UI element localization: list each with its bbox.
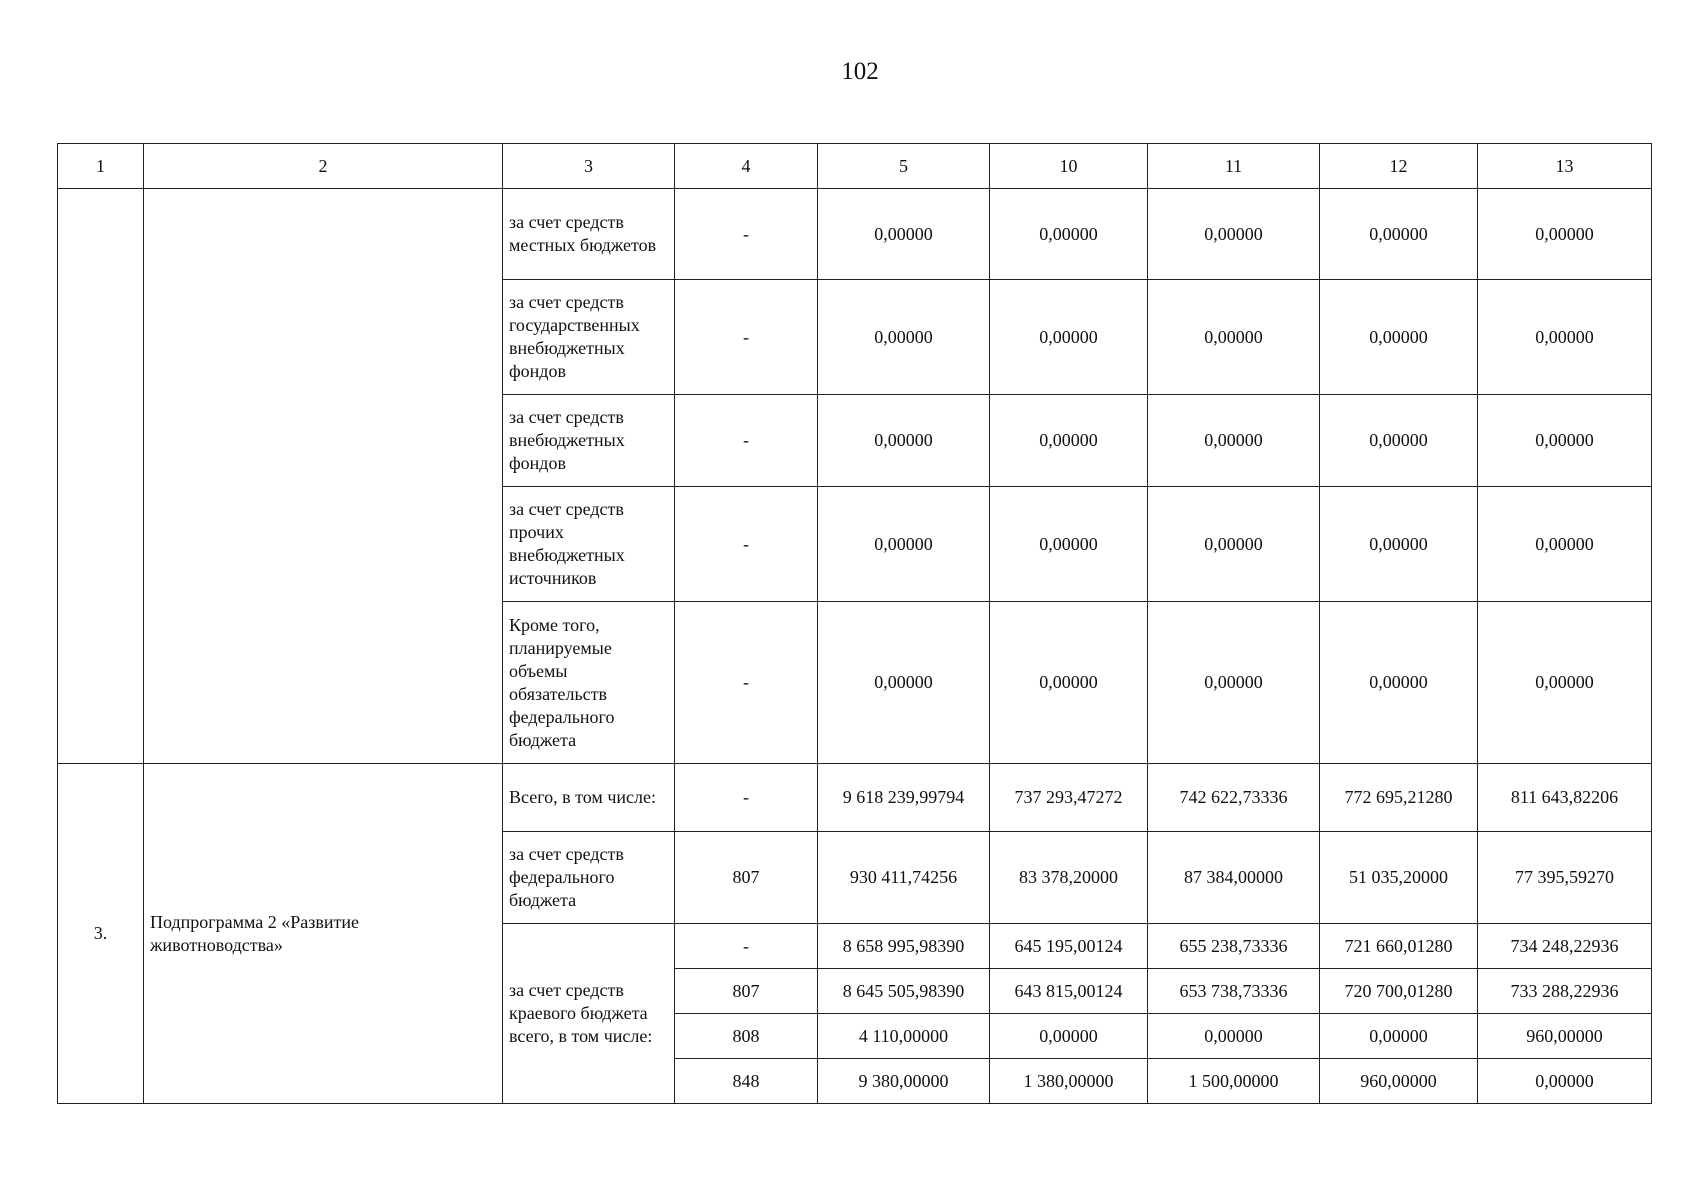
value-cell: 9 380,00000 xyxy=(818,1059,990,1104)
source-cell: за счет средств внебюджетных фондов xyxy=(503,395,675,487)
value-cell: 742 622,73336 xyxy=(1148,764,1320,832)
code-cell: - xyxy=(675,280,818,395)
value-cell: 0,00000 xyxy=(818,189,990,280)
code-cell: - xyxy=(675,764,818,832)
budget-table xyxy=(57,143,1652,1104)
code-cell: - xyxy=(675,924,818,969)
code-cell: - xyxy=(675,487,818,602)
header-cell: 4 xyxy=(675,144,818,189)
value-cell: 720 700,01280 xyxy=(1320,969,1478,1014)
value-cell: 0,00000 xyxy=(818,395,990,487)
value-cell: 960,00000 xyxy=(1478,1014,1652,1059)
table-row xyxy=(58,189,1652,280)
value-cell: 643 815,00124 xyxy=(990,969,1148,1014)
value-cell: 1 500,00000 xyxy=(1148,1059,1320,1104)
empty-name-cell xyxy=(144,189,503,764)
code-cell: - xyxy=(675,189,818,280)
header-cell: 12 xyxy=(1320,144,1478,189)
code-cell: 807 xyxy=(675,832,818,924)
row-number-cell: 3. xyxy=(58,764,144,1104)
value-cell: 87 384,00000 xyxy=(1148,832,1320,924)
value-cell: 653 738,73336 xyxy=(1148,969,1320,1014)
value-cell: 0,00000 xyxy=(1320,602,1478,764)
value-cell: 0,00000 xyxy=(818,602,990,764)
value-cell: 0,00000 xyxy=(990,487,1148,602)
page-number: 102 xyxy=(841,58,879,85)
value-cell: 0,00000 xyxy=(1478,602,1652,764)
source-cell: за счет средств местных бюджетов xyxy=(503,189,675,280)
table-row xyxy=(58,764,1652,832)
value-cell: 0,00000 xyxy=(818,487,990,602)
value-cell: 0,00000 xyxy=(1320,1014,1478,1059)
code-cell: 808 xyxy=(675,1014,818,1059)
header-cell: 13 xyxy=(1478,144,1652,189)
value-cell: 772 695,21280 xyxy=(1320,764,1478,832)
value-cell: 0,00000 xyxy=(990,280,1148,395)
value-cell: 0,00000 xyxy=(1478,280,1652,395)
source-cell: Кроме того, планируемые объемы обязательств федерального бюджета xyxy=(503,602,675,764)
header-cell: 10 xyxy=(990,144,1148,189)
value-cell: 721 660,01280 xyxy=(1320,924,1478,969)
value-cell: 0,00000 xyxy=(818,280,990,395)
value-cell: 0,00000 xyxy=(1148,395,1320,487)
value-cell: 930 411,74256 xyxy=(818,832,990,924)
value-cell: 811 643,82206 xyxy=(1478,764,1652,832)
header-cell: 1 xyxy=(58,144,144,189)
value-cell: 77 395,59270 xyxy=(1478,832,1652,924)
value-cell: 645 195,00124 xyxy=(990,924,1148,969)
value-cell: 0,00000 xyxy=(1478,487,1652,602)
source-cell: за счет средств прочих внебюджетных источников xyxy=(503,487,675,602)
value-cell: 0,00000 xyxy=(1478,395,1652,487)
value-cell: 0,00000 xyxy=(1478,189,1652,280)
value-cell: 0,00000 xyxy=(1320,280,1478,395)
value-cell: 8 645 505,98390 xyxy=(818,969,990,1014)
value-cell: 4 110,00000 xyxy=(818,1014,990,1059)
value-cell: 0,00000 xyxy=(1320,487,1478,602)
value-cell: 0,00000 xyxy=(990,1014,1148,1059)
value-cell: 0,00000 xyxy=(1320,189,1478,280)
value-cell: 0,00000 xyxy=(1148,1014,1320,1059)
value-cell: 83 378,20000 xyxy=(990,832,1148,924)
source-cell: за счет средств федерального бюджета xyxy=(503,832,675,924)
value-cell: 0,00000 xyxy=(990,395,1148,487)
source-cell: за счет средств краевого бюджета всего, в том числе: xyxy=(503,924,675,1104)
value-cell: 0,00000 xyxy=(990,189,1148,280)
value-cell: 8 658 995,98390 xyxy=(818,924,990,969)
header-cell: 2 xyxy=(144,144,503,189)
code-cell: - xyxy=(675,602,818,764)
value-cell: 733 288,22936 xyxy=(1478,969,1652,1014)
value-cell: 0,00000 xyxy=(1148,602,1320,764)
header-cell: 11 xyxy=(1148,144,1320,189)
header-cell: 5 xyxy=(818,144,990,189)
header-row xyxy=(58,144,1652,189)
value-cell: 0,00000 xyxy=(1148,189,1320,280)
code-cell: 848 xyxy=(675,1059,818,1104)
value-cell: 0,00000 xyxy=(1320,395,1478,487)
value-cell: 0,00000 xyxy=(1148,280,1320,395)
value-cell: 655 238,73336 xyxy=(1148,924,1320,969)
value-cell: 0,00000 xyxy=(1148,487,1320,602)
source-cell: Всего, в том числе: xyxy=(503,764,675,832)
value-cell: 960,00000 xyxy=(1320,1059,1478,1104)
code-cell: 807 xyxy=(675,969,818,1014)
value-cell: 51 035,20000 xyxy=(1320,832,1478,924)
value-cell: 1 380,00000 xyxy=(990,1059,1148,1104)
value-cell: 737 293,47272 xyxy=(990,764,1148,832)
source-cell: за счет средств государственных внебюджетных фондов xyxy=(503,280,675,395)
value-cell: 734 248,22936 xyxy=(1478,924,1652,969)
value-cell: 9 618 239,99794 xyxy=(818,764,990,832)
code-cell: - xyxy=(675,395,818,487)
value-cell: 0,00000 xyxy=(1478,1059,1652,1104)
value-cell: 0,00000 xyxy=(990,602,1148,764)
empty-num-cell xyxy=(58,189,144,764)
header-cell: 3 xyxy=(503,144,675,189)
subprogram-name-cell: Подпрограмма 2 «Развитие животноводства» xyxy=(144,764,503,1104)
